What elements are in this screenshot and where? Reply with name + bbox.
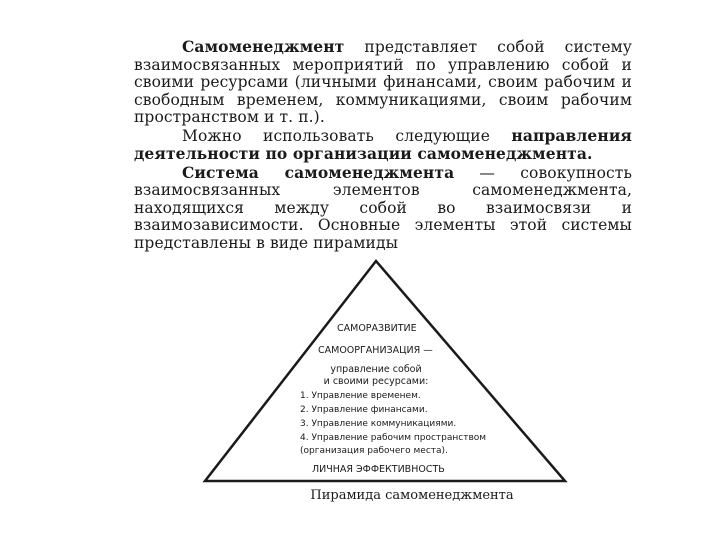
level-personal-effectiveness: ЛИЧНАЯ ЭФФЕКТИВНОСТЬ [312,464,445,475]
term-self-management: Самоменеджмент [182,37,345,56]
paragraph-directions-bold: направления деятельности по организации самоменеджмента. [134,125,632,163]
term-system: Система самоменеджмента [182,162,455,182]
paragraph-system-text: — совокупность взаимосвязанных элементов самоменеджмента, находящихся между собой во взаимосвязи и взаимозависимости. Основные элементы этой системы представлены в виде пирамиды [134,163,632,252]
level-self-organization-title: САМООРГАНИЗАЦИЯ — [318,345,433,356]
item-finance-management: 2. Управление финансами. [300,405,428,415]
level-self-development: САМОРАЗВИТИЕ [337,323,417,334]
paragraph-definition-text: представляет собой систему взаимосвязанных мероприятий по управлению собой и своими ресурсами (личными финансами, своим рабочим и свободным временем, коммуникациями, своим рабочим пространством и т. п.). [134,38,632,126]
self-organization-subtitle-2: и своими ресурсами: [323,376,429,387]
item-communication-management: 3. Управление коммуникациями. [300,419,457,429]
item-time-management: 1. Управление временем. [300,391,421,401]
self-organization-subtitle-1: управление собой [330,364,422,375]
pyramid-caption: Пирамида самоменеджмента [310,488,514,503]
item-workspace-management: 4. Управление рабочим пространством [300,433,487,443]
paragraph-directions-lead: Можно использовать следующие [182,126,512,145]
item-workplace-organization: (организация рабочего места). [300,446,448,456]
